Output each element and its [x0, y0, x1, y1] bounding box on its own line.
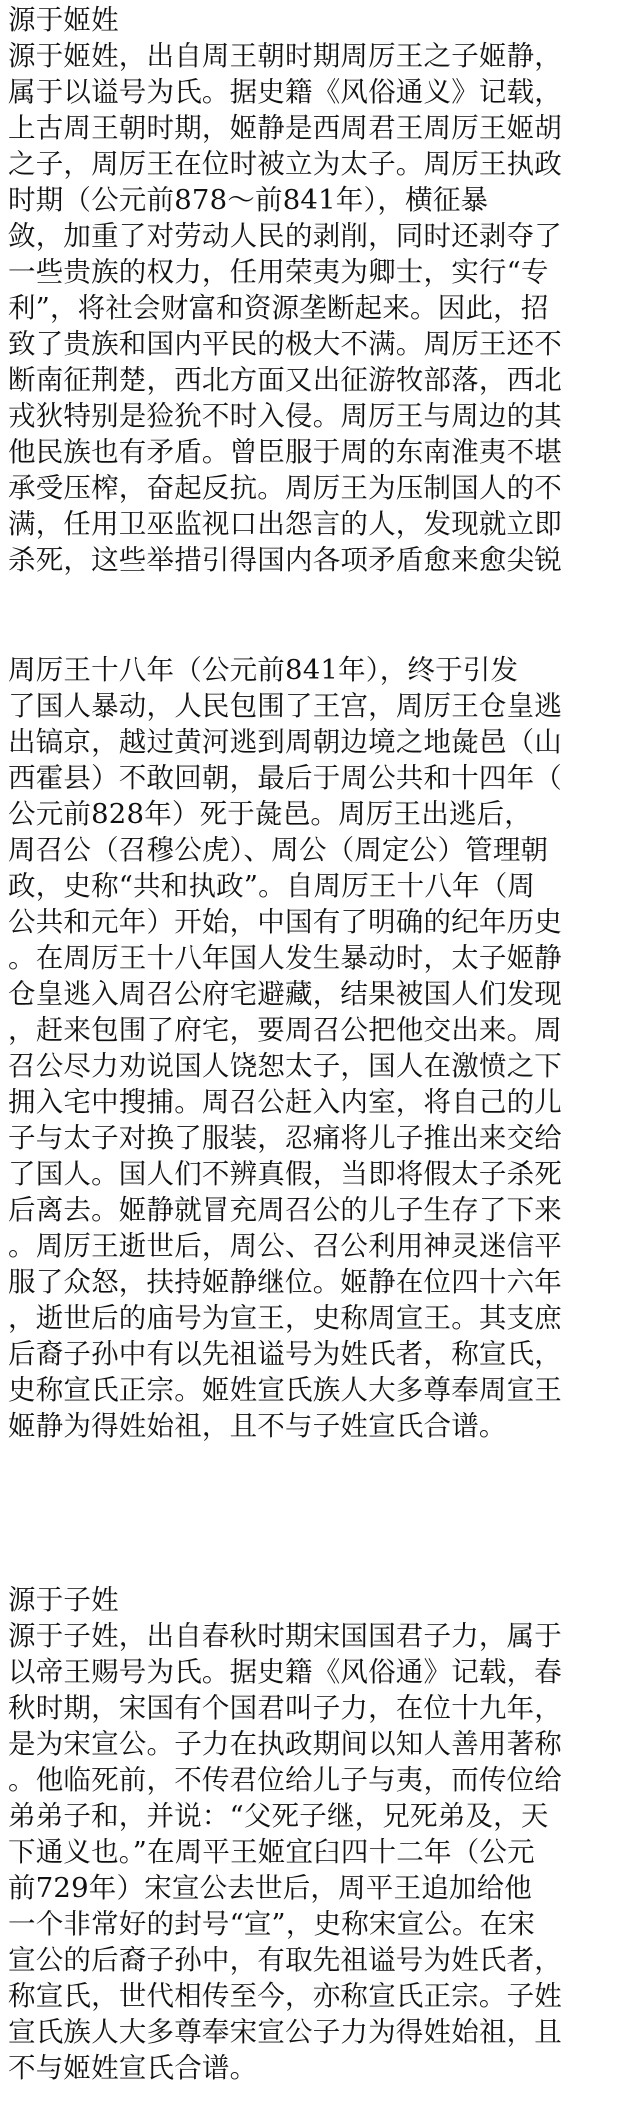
text-line: 服了众怒，扶持姬静继位。姬静在位四十六年 — [8, 1266, 562, 1298]
text-line: 断南征荆楚，西北方面又出征游牧部落，西北 — [8, 364, 562, 396]
text-line: 一个非常好的封号“宣”，史称宋宣公。在宋 — [8, 1908, 536, 1940]
text-line: ，逝世后的庙号为宣王，史称周宣王。其支庶 — [8, 1302, 562, 1334]
text-line: 利”，将社会财富和资源垄断起来。因此，招 — [8, 292, 549, 324]
text-line: 以帝王赐号为氏。据史籍《风俗通》记载，春 — [8, 1656, 562, 1688]
text-line: 戎狄特别是猃狁不时入侵。周厉王与周边的其 — [8, 400, 562, 432]
text-line: 不与姬姓宣氏合谱。 — [8, 2052, 258, 2084]
text-line: 致了贵族和国内平民的极大不满。周厉王还不 — [8, 328, 562, 360]
text-line: 承受压榨，奋起反抗。周厉王为压制国人的不 — [8, 472, 562, 504]
text-line: 时期（公元前878～前841年），横征暴 — [8, 184, 489, 216]
text-line: 。他临死前，不传君位给儿子与夷，而传位给 — [8, 1764, 562, 1796]
text-line: 称宣氏，世代相传至今，亦称宣氏正宗。子姓 — [8, 1980, 562, 2012]
text-line: 之子，周厉王在位时被立为太子。周厉王执政 — [8, 148, 562, 180]
text-line: 他民族也有矛盾。曾臣服于周的东南淮夷不堪 — [8, 436, 562, 468]
text-line: 公元前828年）死于彘邑。周厉王出逃后， — [8, 798, 532, 830]
text-line: 。周厉王逝世后，周公、召公利用神灵迷信平 — [8, 1230, 562, 1262]
text-line: 拥入宅中搜捕。周召公赶入内室，将自己的儿 — [8, 1086, 562, 1118]
text-line: 宣公的后裔子孙中，有取先祖谥号为姓氏者， — [8, 1944, 562, 1976]
text-line: 前729年）宋宣公去世后，周平王追加给他 — [8, 1872, 532, 1904]
text-line: 一些贵族的权力，任用荣夷为卿士，实行“专 — [8, 256, 549, 288]
text-line: 周召公（召穆公虎）、周公（周定公）管理朝 — [8, 834, 549, 866]
text-line: 宣氏族人大多尊奉宋宣公子力为得姓始祖，且 — [8, 2016, 562, 2048]
text-line: 子与太子对换了服装，忍痛将儿子推出来交给 — [8, 1122, 562, 1154]
text-line: 政，史称“共和执政”。自周厉王十八年（周 — [8, 870, 536, 902]
text-line: 源于姬姓，出自周王朝时期周厉王之子姬静， — [8, 40, 562, 72]
text-line: 后离去。姬静就冒充周召公的儿子生存了下来 — [8, 1194, 562, 1226]
text-line: 。在周厉王十八年国人发生暴动时，太子姬静 — [8, 942, 562, 974]
text-line: 姬静为得姓始祖，且不与子姓宣氏合谱。 — [8, 1410, 507, 1442]
text-line: 下通义也。”在周平王姬宜臼四十二年（公元 — [8, 1836, 535, 1868]
text-line: 满，任用卫巫监视口出怨言的人，发现就立即 — [8, 508, 562, 540]
text-line: 是为宋宣公。子力在执政期间以知人善用著称 — [8, 1728, 562, 1760]
section-heading: 源于姬姓 — [8, 4, 119, 36]
text-line: ，赶来包围了府宅，要周召公把他交出来。周 — [8, 1014, 562, 1046]
text-line: 后裔子孙中有以先祖谥号为姓氏者，称宣氏， — [8, 1338, 562, 1370]
text-line: 史称宣氏正宗。姬姓宣氏族人大多尊奉周宣王 — [8, 1374, 562, 1406]
text-line: 秋时期，宋国有个国君叫子力，在位十九年， — [8, 1692, 562, 1724]
text-line: 弟弟子和，并说：“父死子继，兄死弟及，天 — [8, 1800, 549, 1832]
text-line: 召公尽力劝说国人饶恕太子，国人在激愤之下 — [8, 1050, 562, 1082]
text-line: 公共和元年）开始，中国有了明确的纪年历史 — [8, 906, 562, 938]
text-line: 属于以谥号为氏。据史籍《风俗通义》记载， — [8, 76, 562, 108]
text-line: 周厉王十八年（公元前841年），终于引发 — [8, 654, 519, 686]
text-line: 了国人。国人们不辨真假，当即将假太子杀死 — [8, 1158, 562, 1190]
section-heading: 源于子姓 — [8, 1584, 119, 1616]
text-line: 了国人暴动，人民包围了王宫，周厉王仓皇逃 — [8, 690, 562, 722]
text-line: 西霍县）不敢回朝，最后于周公共和十四年（ — [8, 762, 562, 794]
text-line: 仓皇逃入周召公府宅避藏，结果被国人们发现 — [8, 978, 562, 1010]
text-line: 上古周王朝时期，姬静是西周君王周厉王姬胡 — [8, 112, 562, 144]
text-line: 敛，加重了对劳动人民的剥削，同时还剥夺了 — [8, 220, 562, 252]
text-line: 杀死，这些举措引得国内各项矛盾愈来愈尖锐 — [8, 544, 562, 576]
text-line: 源于子姓，出自春秋时期宋国国君子力，属于 — [8, 1620, 562, 1652]
text-line: 出镐京，越过黄河逃到周朝边境之地彘邑（山 — [8, 726, 562, 758]
